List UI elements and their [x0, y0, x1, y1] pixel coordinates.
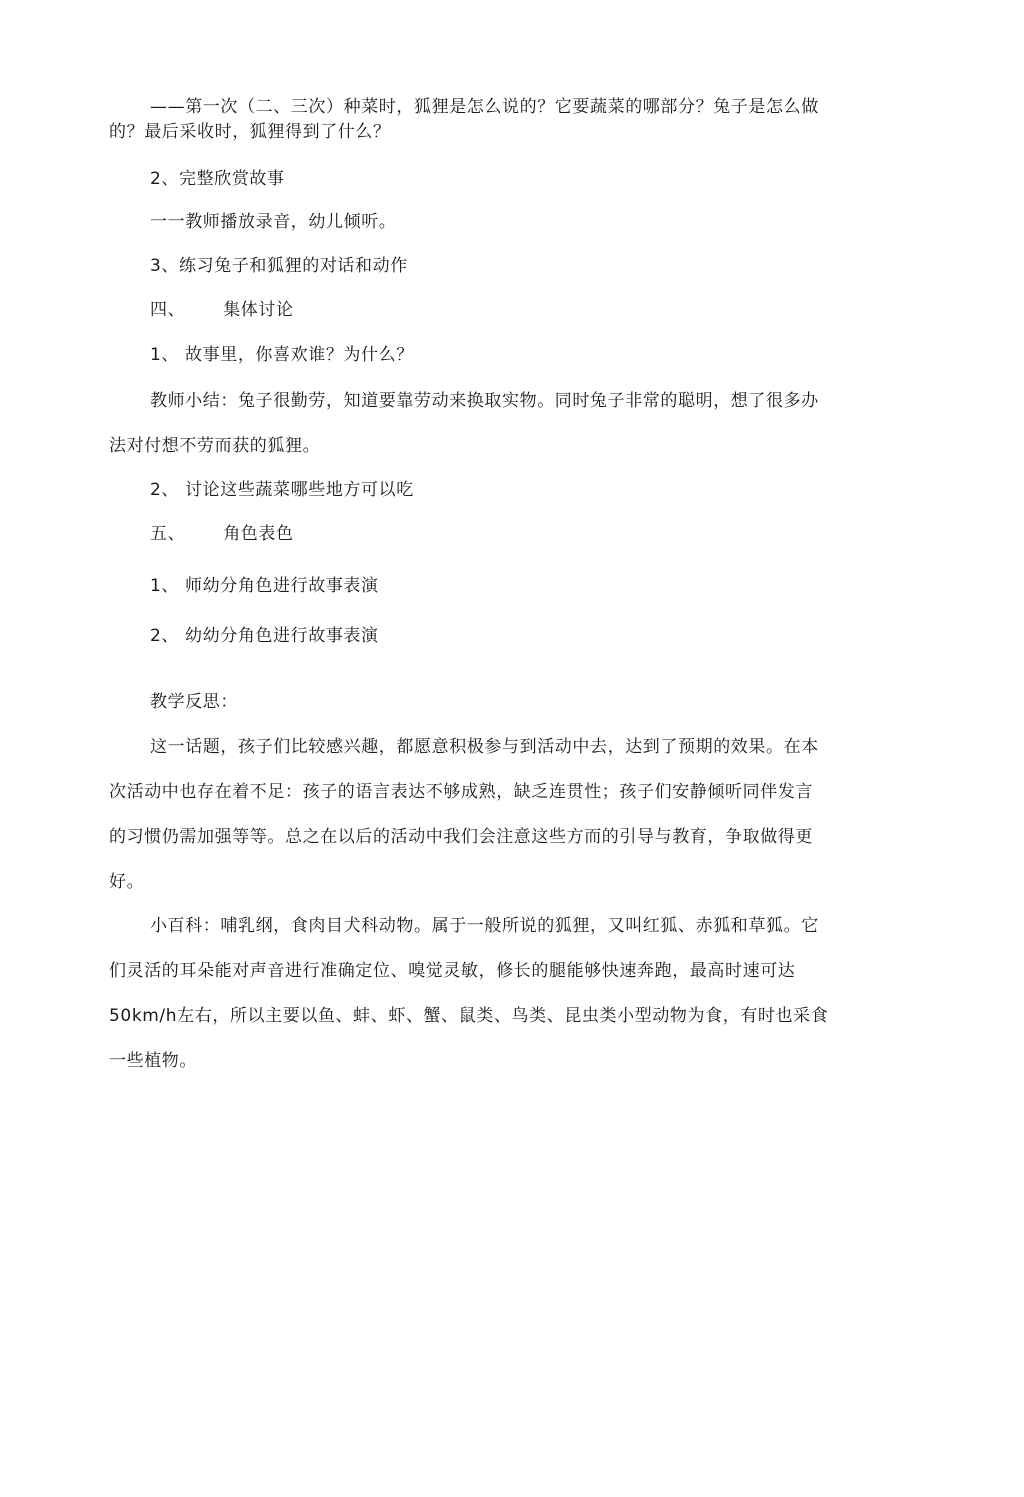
encyclopedia-line-2: 们灵活的耳朵能对声音进行准确定位、嗅觉灵敏，修长的腿能够快速奔跑，最高时速可达: [109, 961, 796, 981]
reflection-heading: 教学反思：: [150, 692, 238, 712]
section-title: 集体讨论: [223, 300, 294, 320]
roleplay-item-2: 2、 幼幼分角色进行故事表演: [150, 626, 379, 646]
reflection-line-3: 的习惯仍需加强等等。总之在以后的活动中我们会注意这些方而的引导与教育，争取做得更: [109, 827, 813, 847]
discussion-item-2: 2、 讨论这些蔬菜哪些地方可以吃: [150, 480, 414, 500]
reflection-line-1: 这一话题，孩子们比较感兴趣，都愿意积极参与到活动中去，达到了预期的效果。在本: [150, 737, 819, 757]
reflection-line-2: 次活动中也存在着不足：孩子的语言表达不够成熟，缺乏连贯性；孩子们安静倾听同伴发言: [109, 782, 813, 802]
item-practice: 3、练习兔子和狐狸的对话和动作: [150, 256, 408, 276]
section-title: 角色表色: [223, 524, 294, 544]
section-number: 五、: [150, 524, 186, 544]
discussion-item-1: 1、 故事里，你喜欢谁？为什么？: [150, 345, 414, 365]
reflection-line-4: 好。: [109, 872, 145, 892]
question-line-1: ——第一次（二、三次）种菜时，狐狸是怎么说的？它要蔬菜的哪部分？兔子是怎么做: [150, 97, 819, 117]
teacher-play-line: 一一教师播放录音，幼儿倾听。: [150, 212, 397, 232]
section-heading-4: [150, 298, 899, 322]
roleplay-item-1: 1、 师幼分角色进行故事表演: [150, 576, 379, 596]
item-story: 2、完整欣赏故事: [150, 169, 285, 189]
summary-line-1: 教师小结：兔子很勤劳，知道要靠劳动来换取实物。同时兔子非常的聪明，想了很多办: [150, 391, 819, 411]
section-heading-5: [150, 522, 899, 546]
encyclopedia-line-3: 50km/h左右，所以主要以鱼、蚌、虾、蟹、鼠类、鸟类、昆虫类小型动物为食，有时也采食: [109, 1006, 829, 1026]
encyclopedia-line-4: 一些植物。: [109, 1051, 197, 1071]
encyclopedia-line-1: 小百科：哺乳纲，食肉目犬科动物。属于一般所说的狐狸，又叫红狐、赤狐和草狐。它: [150, 916, 819, 936]
summary-line-2: 法对付想不劳而获的狐狸。: [109, 436, 321, 456]
section-number: 四、: [150, 300, 186, 320]
question-line-2: 的？最后采收时，狐狸得到了什么？: [109, 122, 391, 142]
